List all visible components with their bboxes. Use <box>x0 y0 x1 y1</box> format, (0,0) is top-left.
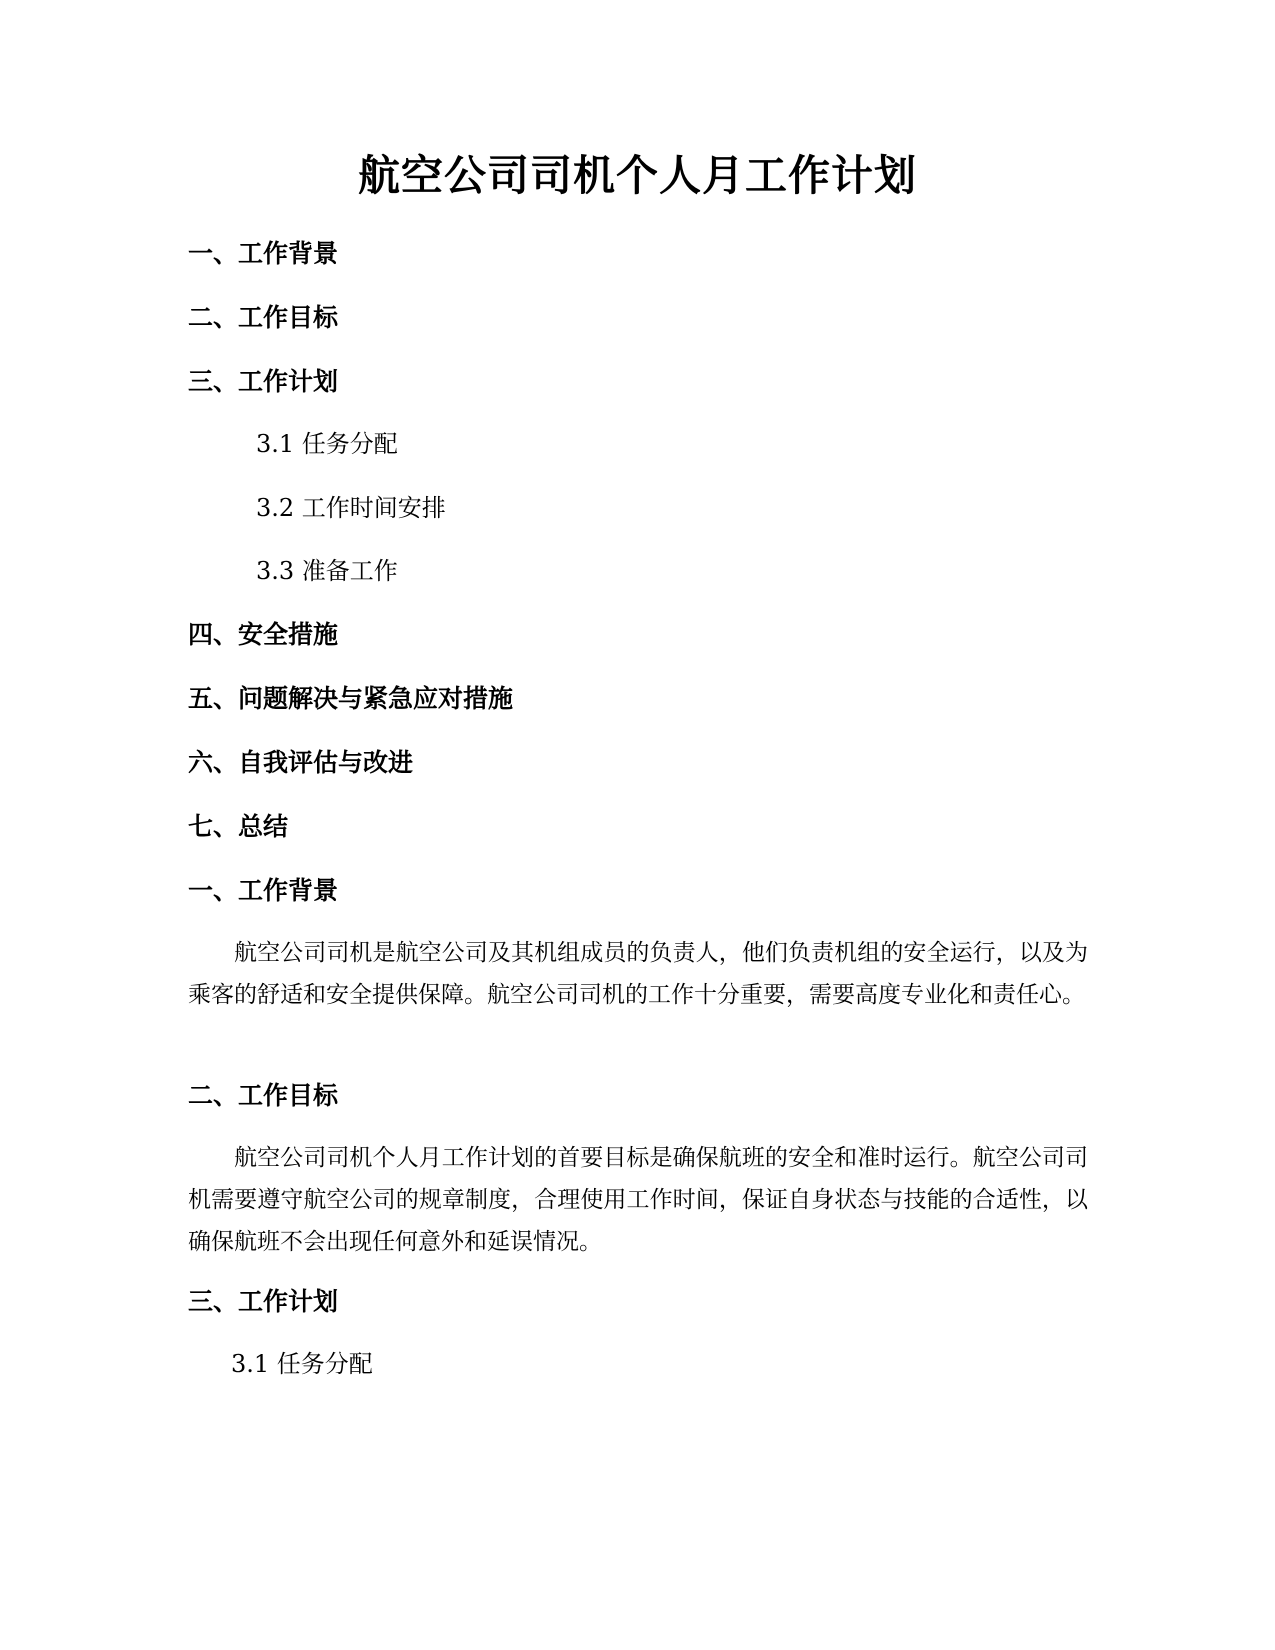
section-heading-background: 一、工作背景 <box>188 876 339 905</box>
section-paragraph-background: 航空公司司机是航空公司及其机组成员的负责人，他们负责机组的安全运行，以及为乘客的舒适和安全提供保障。航空公司司机的工作十分重要，需要高度专业化和责任心。 <box>188 940 1088 1008</box>
document-title: 航空公司司机个人月工作计划 <box>357 151 917 200</box>
section-heading-goals: 二、工作目标 <box>188 1081 339 1110</box>
section-paragraph-goals: 航空公司司机个人月工作计划的首要目标是确保航班的安全和准时运行。航空公司司机需要遵守航空公司的规章制度，合理使用工作时间，保证自身状态与技能的合适性，以确保航班不会出现任何意外和延误情况。 <box>188 1145 1088 1255</box>
toc-subitem-schedule: 3.2 工作时间安排 <box>256 494 446 522</box>
toc-heading-self-assessment: 六、自我评估与改进 <box>188 748 414 777</box>
toc-heading-goals: 二、工作目标 <box>188 303 339 332</box>
section-heading-plan: 三、工作计划 <box>188 1287 339 1316</box>
toc-heading-emergency: 五、问题解决与紧急应对措施 <box>188 684 514 713</box>
toc-subitem-preparation: 3.3 准备工作 <box>256 557 398 585</box>
toc-heading-summary: 七、总结 <box>188 812 289 841</box>
section-subitem-task-assignment: 3.1 任务分配 <box>231 1350 373 1378</box>
toc-heading-safety: 四、安全措施 <box>188 620 339 649</box>
toc-heading-plan: 三、工作计划 <box>188 367 339 396</box>
toc-subitem-task-assignment: 3.1 任务分配 <box>256 430 398 458</box>
toc-heading-background: 一、工作背景 <box>188 239 339 268</box>
